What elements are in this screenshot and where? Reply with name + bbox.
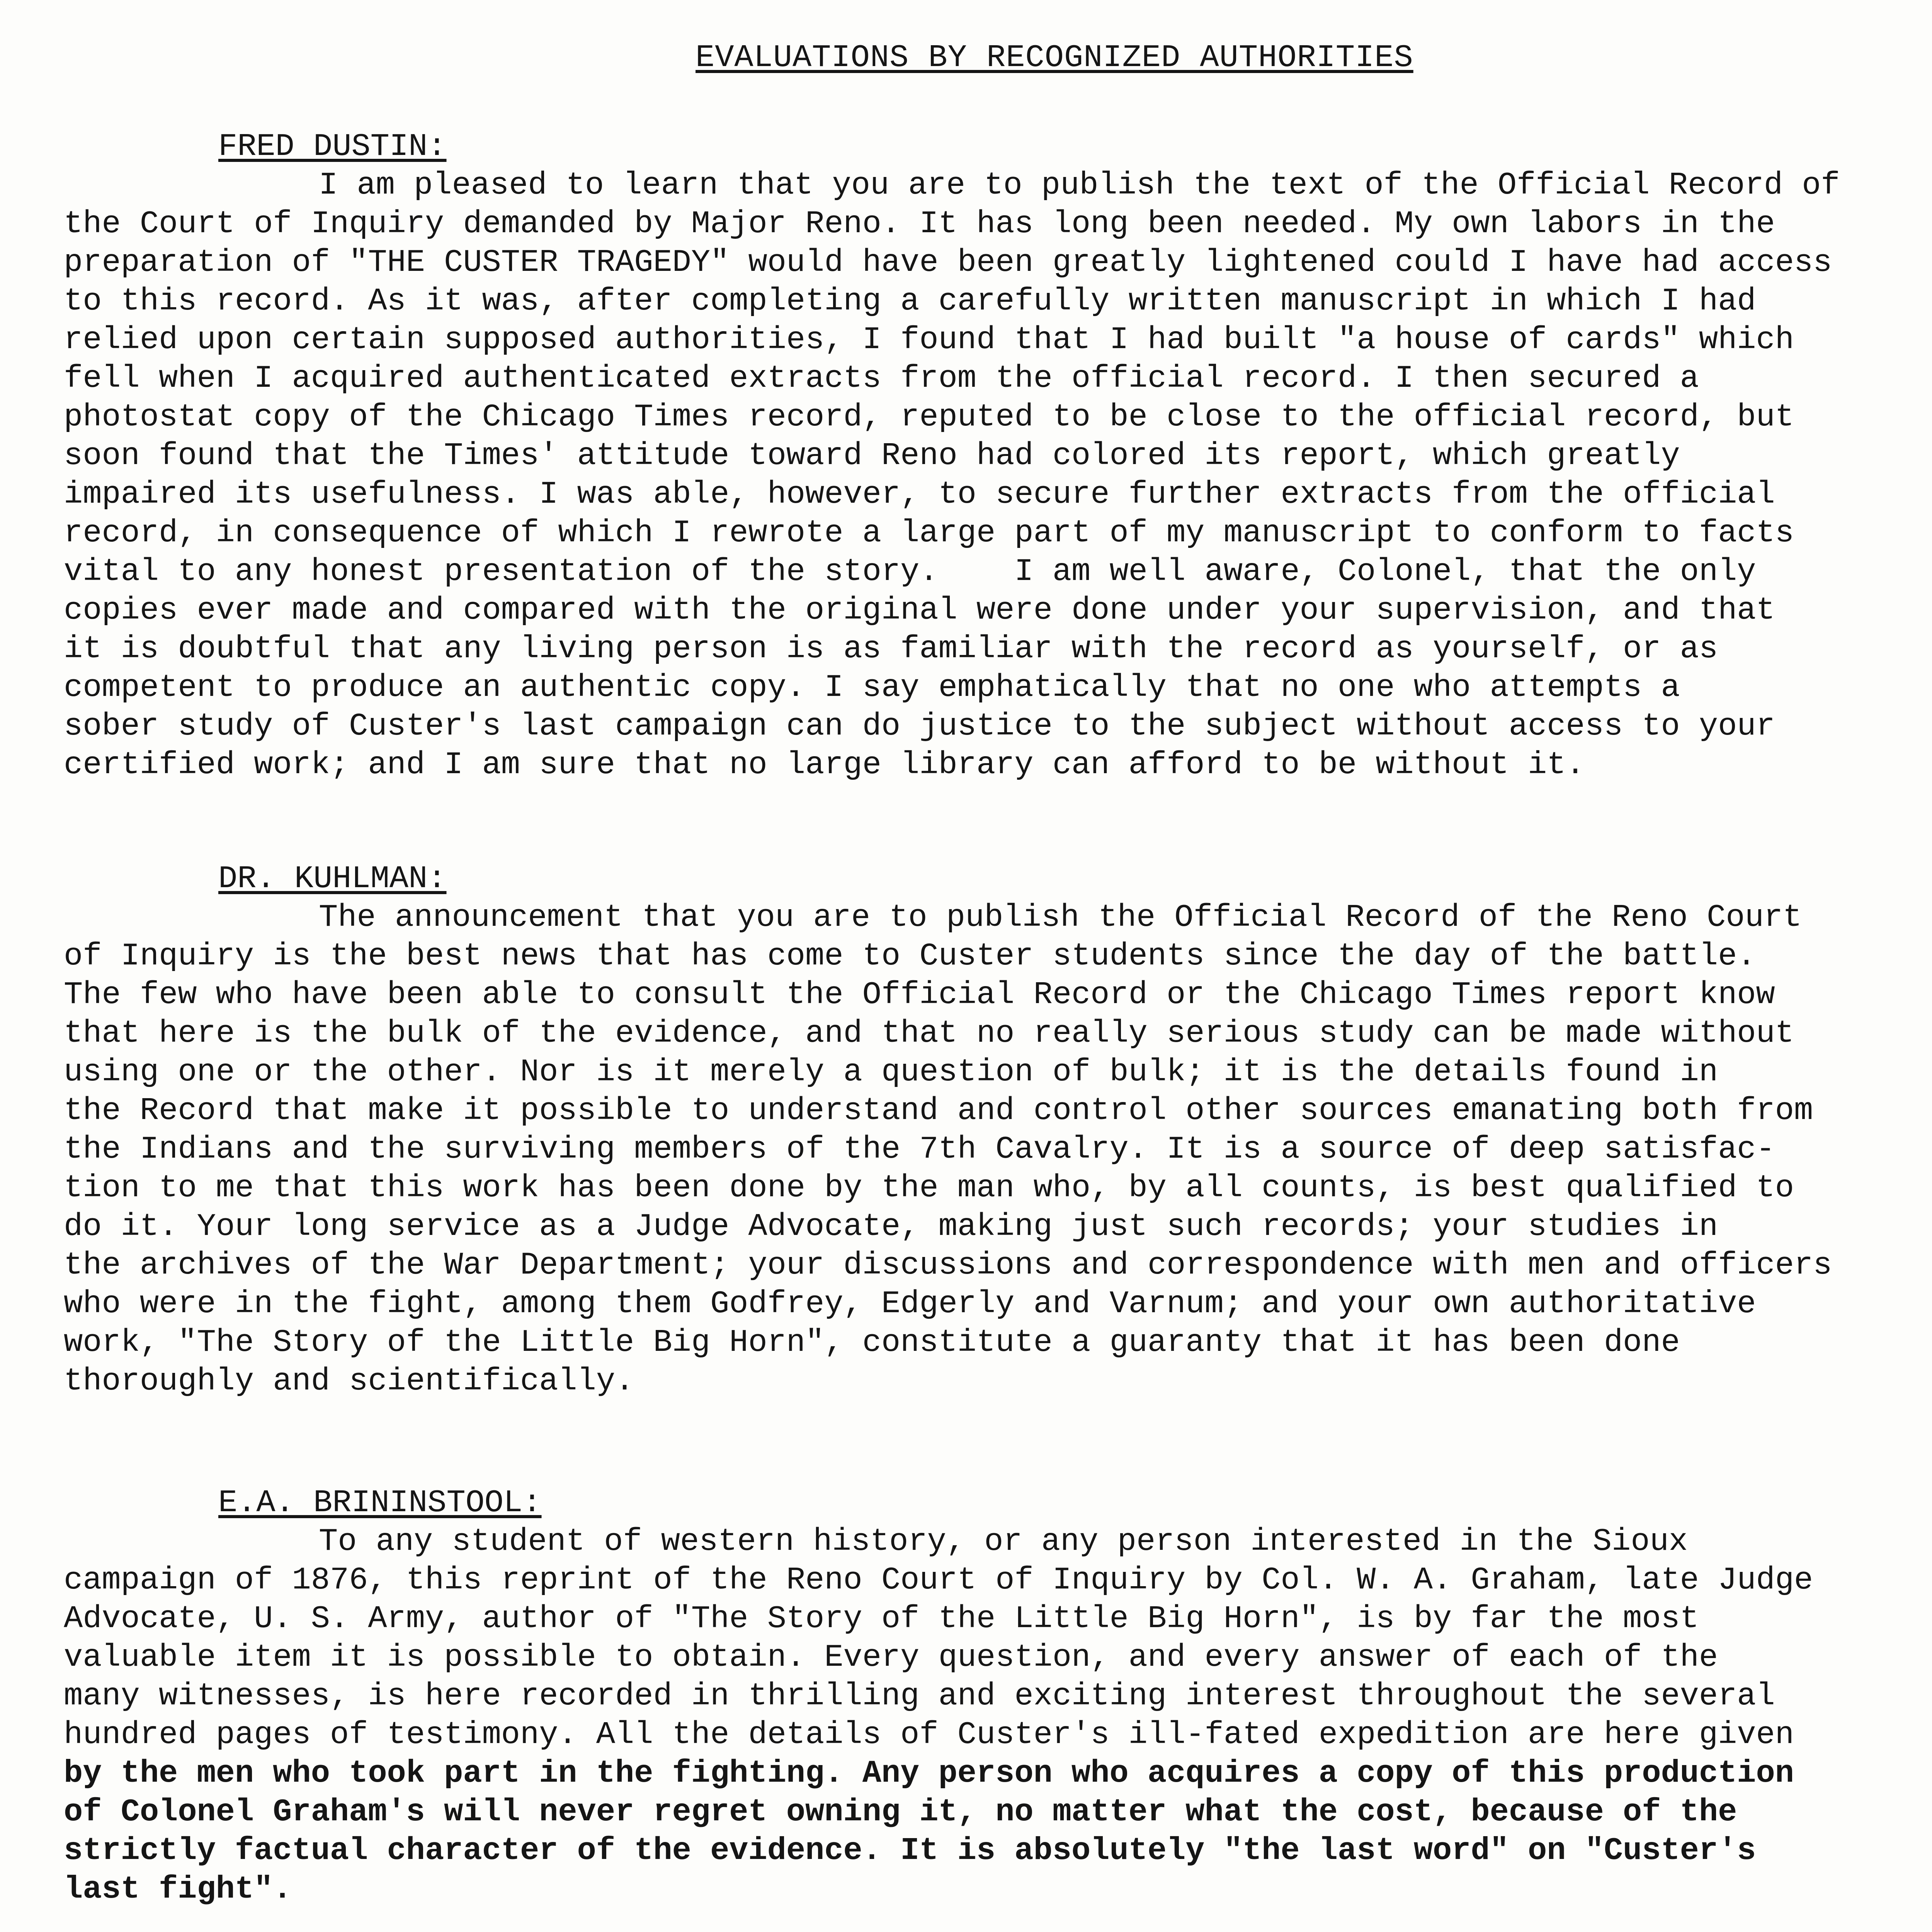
- text-line: using one or the other. Nor is it merely a question of bulk; it is the details found in: [64, 1054, 1718, 1090]
- text-line: of Colonel Graham's will never regret owning it, no matter what the cost, because of the: [64, 1794, 1737, 1830]
- text-line: The few who have been able to consult the Official Record or the Chicago Times report know: [64, 977, 1775, 1013]
- text-line: by the men who took part in the fighting. Any person who acquires a copy of this production: [64, 1755, 1794, 1791]
- text-line: it is doubtful that any living person is as familiar with the record as yourself, or as: [64, 631, 1718, 667]
- text-line: the Indians and the surviving members of the 7th Cavalry. It is a source of deep satisfac-: [64, 1131, 1775, 1167]
- text-line: thoroughly and scientifically.: [64, 1363, 634, 1399]
- text-line: do it. Your long service as a Judge Advocate, making just such records; your studies in: [64, 1209, 1718, 1245]
- text-line: record, in consequence of which I rewrote a large part of my manuscript to conform to facts: [64, 515, 1794, 551]
- text-line: photostat copy of the Chicago Times record, reputed to be close to the official record, but: [64, 399, 1794, 435]
- text-line: fell when I acquired authenticated extracts from the official record. I then secured a: [64, 361, 1699, 396]
- text-line: impaired its usefulness. I was able, however, to secure further extracts from the official: [64, 476, 1775, 512]
- text-line: of Inquiry is the best news that has come to Custer students since the day of the battle.: [64, 938, 1756, 974]
- text-line: soon found that the Times' attitude toward Reno had colored its report, which greatly: [64, 438, 1680, 474]
- text-line: certified work; and I am sure that no large library can afford to be without it.: [64, 747, 1585, 783]
- text-line: competent to produce an authentic copy. I say emphatically that no one who attempts a: [64, 670, 1680, 706]
- text-line: The announcement that you are to publish the Official Record of the Reno Court: [319, 900, 1802, 935]
- text-line: hundred pages of testimony. All the details of Custer's ill-fated expedition are here given: [64, 1717, 1794, 1753]
- evaluation-ea-brininstool: [64, 1484, 1880, 1909]
- section-heading: DR. KUHLMAN:: [218, 861, 447, 897]
- text-line: who were in the fight, among them Godfrey, Edgerly and Varnum; and your own authoritative: [64, 1286, 1756, 1322]
- section-body: [64, 898, 1880, 1401]
- text-line: many witnesses, is here recorded in thrilling and exciting interest throughout the several: [64, 1678, 1775, 1714]
- text-line: vital to any honest presentation of the story. I am well aware, Colonel, that the only: [64, 554, 1756, 590]
- text-line: the archives of the War Department; your discussions and correspondence with men and officers: [64, 1247, 1832, 1283]
- section-body: [64, 1522, 1880, 1754]
- text-line: Advocate, U. S. Army, author of "The Story of the Little Big Horn", is by far the most: [64, 1601, 1699, 1637]
- text-line: I am pleased to learn that you are to publish the text of the Official Record of: [319, 167, 1840, 203]
- text-line: last fight".: [64, 1871, 292, 1907]
- text-line: strictly factual character of the evidence. It is absolutely "the last word" on "Custer's: [64, 1833, 1756, 1869]
- text-line: tion to me that this work has been done by the man who, by all counts, is best qualified to: [64, 1170, 1794, 1206]
- text-line: work, "The Story of the Little Big Horn", constitute a guaranty that it has been done: [64, 1325, 1680, 1361]
- text-line: campaign of 1876, this reprint of the Reno Court of Inquiry by Col. W. A. Graham, late Judge: [64, 1562, 1813, 1598]
- text-line: that here is the bulk of the evidence, and that no really serious study can be made without: [64, 1015, 1794, 1051]
- text-line: to this record. As it was, after completing a carefully written manuscript in which I had: [64, 283, 1756, 319]
- section-body: [64, 166, 1880, 784]
- evaluation-dr-kuhlman: [64, 860, 1880, 1401]
- section-body-emphasis: [64, 1754, 1880, 1909]
- text-line: copies ever made and compared with the original were done under your supervision, and that: [64, 592, 1775, 628]
- section-heading: E.A. BRININSTOOL:: [218, 1485, 542, 1521]
- text-line: valuable item it is possible to obtain. Every question, and every answer of each of the: [64, 1639, 1718, 1675]
- section-heading: FRED DUSTIN:: [218, 129, 447, 165]
- text-line: the Court of Inquiry demanded by Major Reno. It has long been needed. My own labors in the: [64, 206, 1775, 242]
- text-line: the Record that make it possible to understand and control other sources emanating both from: [64, 1093, 1813, 1129]
- text-line: To any student of western history, or any person interested in the Sioux: [319, 1524, 1688, 1560]
- evaluation-fred-dustin: [64, 128, 1880, 784]
- text-line: preparation of "THE CUSTER TRAGEDY" would have been greatly lightened could I have had access: [64, 245, 1832, 281]
- page-title: EVALUATIONS BY RECOGNIZED AUTHORITIES: [696, 40, 1413, 76]
- text-line: relied upon certain supposed authorities, I found that I had built "a house of cards" which: [64, 322, 1794, 358]
- text-line: sober study of Custer's last campaign can do justice to the subject without access to your: [64, 708, 1775, 744]
